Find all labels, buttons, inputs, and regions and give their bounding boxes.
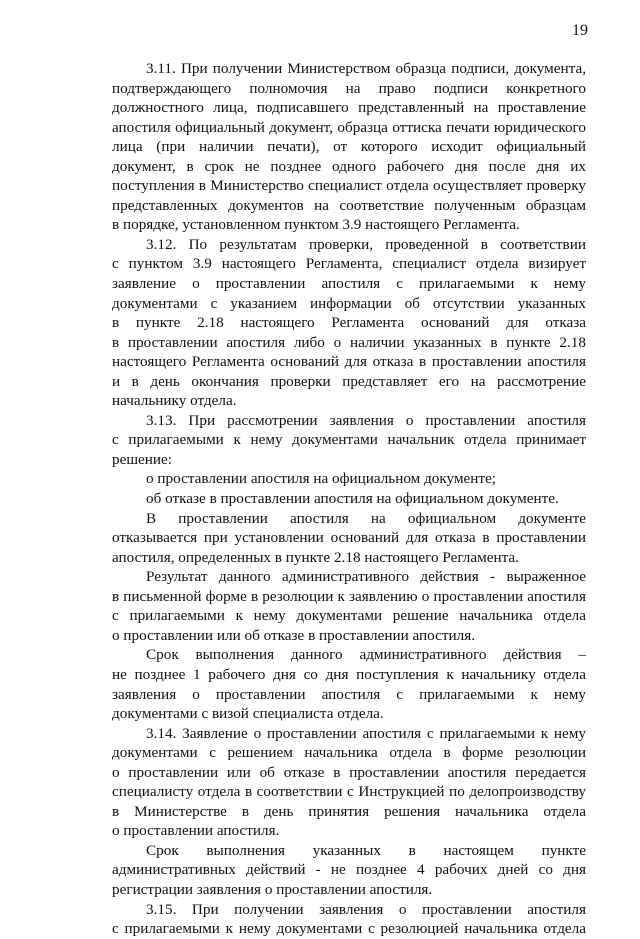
text-line: 3.14. Заявление о проставлении апостиля с прилагаемыми к нему [146,724,586,742]
text-line: о проставлении или об отказе в проставлении апостиля передается [112,763,586,781]
text-line: подтверждающего полномочия на право подписи конкретного [112,79,586,97]
text-line: документами с визой специалиста отдела. [112,705,384,723]
document-body [112,59,586,939]
text-line: 3.13. При рассмотрении заявления о проставлении апостиля [146,411,586,429]
text-line: должностного лица, подписавшего представленный на проставление [112,99,586,117]
text-line: с прилагаемыми к нему документами решение начальника отдела [112,607,586,625]
text-line: 3.11. При получении Министерством образца подписи, документа, [146,60,586,77]
text-line: документами с решением начальника отдела в форме резолюции [112,744,586,762]
text-line: представленных документов на соответствие полученным образцам [112,196,586,214]
text-line: в Министерстве в день принятия решения начальника отдела [112,802,586,820]
text-line: с прилагаемыми к нему документами с резолюцией начальника отдела [112,920,586,938]
list-item: об отказе в проставлении апостиля на официальном документе. [146,490,559,508]
text-line: документами с указанием информации об отсутствии указанных [112,294,586,312]
text-line: и в день окончания проверки представляет его на рассмотрение [112,372,586,390]
text-line: регистрации заявления о проставлении апостиля. [112,880,433,898]
text-line: лица (при наличии печати), от которого исходит официальный [112,138,586,156]
text-line: отказывается при установлении оснований для отказа в проставлении [112,529,586,547]
text-line: поступления в Министерство специалист отдела осуществляет проверку [112,177,586,195]
text-line: специалисту отдела в соответствии с Инструкцией по делопроизводству [112,783,586,801]
text-line: документ, в срок не позднее одного рабочего дня после дня их [112,157,586,175]
text-line: о проставлении апостиля. [112,822,280,840]
text-line: настоящего Регламента оснований для отказа в проставлении апостиля [112,353,586,371]
text-line: апостиля официальный документ, образца оттиска печати юридического [112,118,586,136]
text-line: Результат данного административного действия - выраженное [146,568,586,586]
text-line: заявление о проставлении апостиля с прилагаемыми к нему [112,275,586,293]
text-line: в пункте 2.18 настоящего Регламента оснований для отказа [112,314,586,332]
list-item: о проставлении апостиля на официальном документе; [146,470,497,488]
text-line: административных действий - не позднее 4 рабочих дней со дня [112,861,586,879]
text-line: начальнику отдела. [112,392,237,410]
text-line: 3.12. По результатам проверки, проведенной в соответствии [146,235,586,253]
text-line: апостиля, определенных в пункте 2.18 настоящего Регламента. [112,548,519,566]
text-line: Срок выполнения данного административного действия – [146,646,586,664]
text-line: в письменной форме в резолюции к заявлению о проставлении апостиля [112,587,586,605]
page-number: 19 [572,22,588,39]
text-line: с прилагаемыми к нему документами начальник отдела принимает [112,431,586,449]
text-line: о проставлении или об отказе в проставлении апостиля. [112,626,476,644]
text-line: в порядке, установленном пунктом 3.9 настоящего Регламента. [112,216,520,234]
text-line: не позднее 1 рабочего дня со дня поступления к начальнику отдела [112,665,586,683]
text-line: заявления о проставлении апостиля с прилагаемыми к нему [112,685,586,703]
text-line: в проставлении апостиля либо о наличии указанных в пункте 2.18 [112,333,586,351]
text-line: Срок выполнения указанных в настоящем пункте [146,841,586,859]
text-line: с пунктом 3.9 настоящего Регламента, специалист отдела визирует [112,255,586,273]
text-line: решение: [112,450,172,468]
text-line: В проставлении апостиля на официальном документе [146,509,586,527]
text-line: 3.15. При получении заявления о проставлении апостиля [146,900,586,918]
